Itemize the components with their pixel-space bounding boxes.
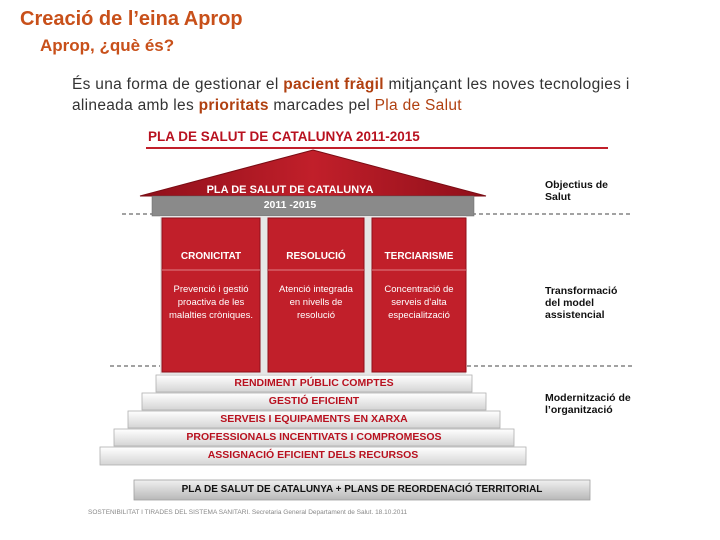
source-note: SOSTENIBILITAT I TIRADES DEL SISTEMA SANITARI. Secretaria General Departament de Salut. 18.10.2011 [88, 509, 408, 516]
roof-years: 2011 -2015 [263, 199, 317, 211]
page-title: Creació de l’eina Aprop [20, 8, 243, 30]
intro-text-2: mitjançant les noves tecnologies i alineada amb les [72, 76, 630, 114]
side-label-transformation: Transformació del model assistencial [545, 285, 618, 321]
roof-title: PLA DE SALUT DE CATALUNYA [206, 184, 374, 196]
side-label-modernization: Modernització de l’organització [545, 392, 631, 416]
intro-highlight-patient: pacient fràgil [283, 76, 384, 93]
step-label-4: PROFESSIONALS INCENTIVATS I COMPROMESOS [186, 431, 442, 443]
side-label-objectives: Objectius de Salut [545, 179, 609, 203]
pillar-heading-cronicitat: CRONICITAT [180, 251, 242, 262]
diagram-title: PLA DE SALUT DE CATALUNYA 2011-2015 [148, 129, 420, 144]
step-label-5: ASSIGNACIÓ EFICIENT DELS RECURSOS [207, 449, 419, 461]
step-label-2: GESTIÓ EFICIENT [268, 395, 360, 407]
pillar-text-cronicitat: Prevenció i gestió proactiva de les malalties cròniques. [169, 284, 253, 321]
intro-text-1: És una forma de gestionar el [72, 76, 284, 93]
intro-highlight-plan: Pla de Salut [374, 97, 462, 114]
pillar-heading-terciarisme: TERCIARISME [384, 251, 454, 262]
page-subtitle: Aprop, ¿què és? [40, 36, 175, 55]
step-label-1: RENDIMENT PÚBLIC COMPTES [234, 377, 394, 389]
intro-highlight-priorities: prioritats [198, 97, 269, 114]
step-label-3: SERVEIS I EQUIPAMENTS EN XARXA [220, 413, 408, 425]
pillar-text-terciarisme: Concentració de serveis d’alta especialització [384, 284, 454, 321]
footer-label: PLA DE SALUT DE CATALUNYA + PLANS DE REORDENACIÓ TERRITORIAL [181, 484, 543, 495]
pillar-text-resolucio: Atenció integrada en nivells de resolució [279, 284, 353, 321]
intro-text-3: marcades pel [268, 97, 375, 114]
pillar-heading-resolucio: RESOLUCIÓ [286, 251, 346, 262]
